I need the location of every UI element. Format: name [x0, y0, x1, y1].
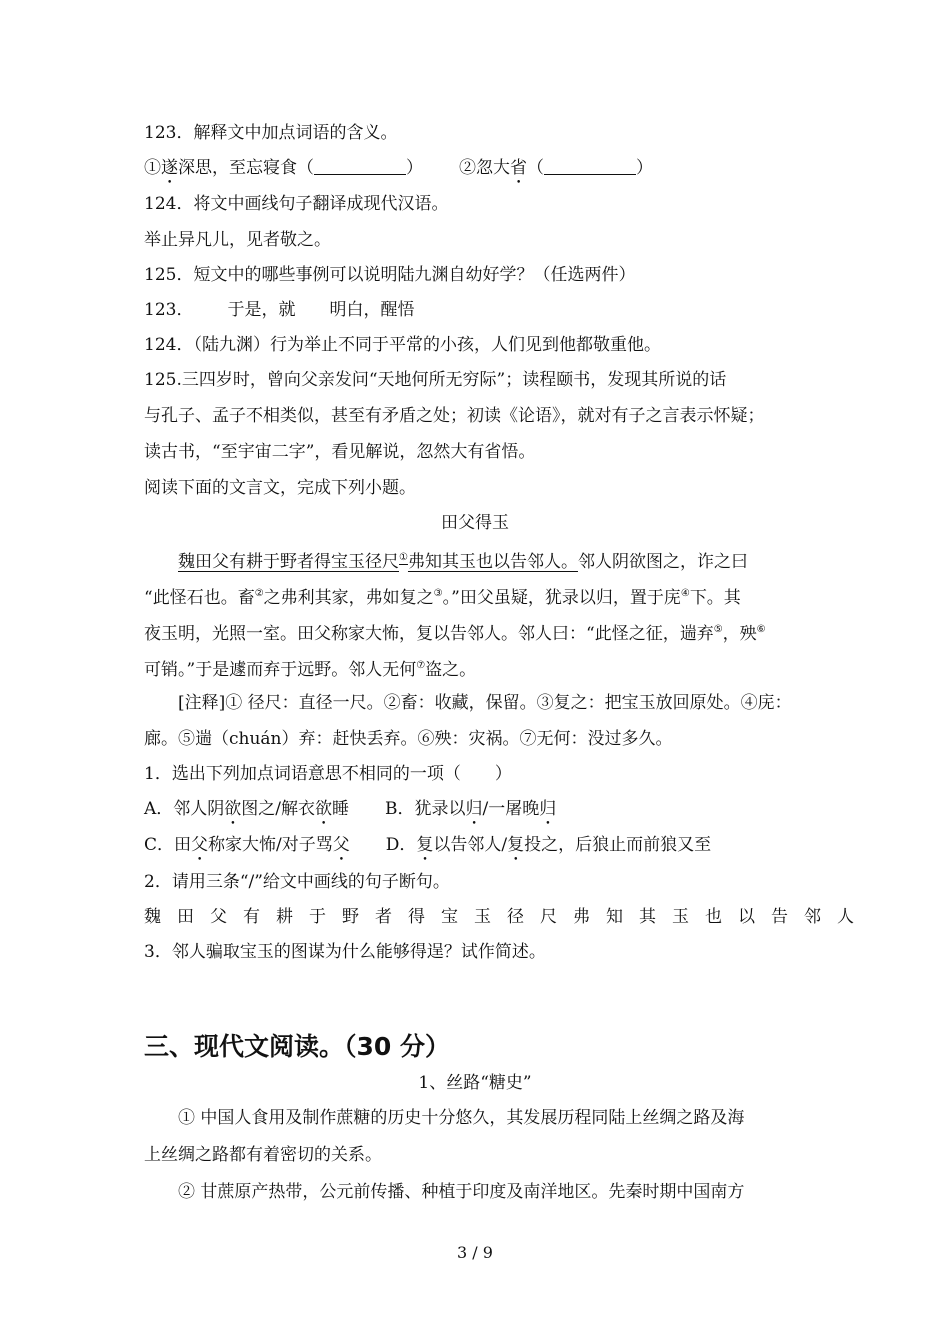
underlined-sentence-a: 魏田父有耕于野者得宝玉径尺 — [178, 552, 399, 572]
passage-text: 盗之。 — [425, 660, 477, 680]
question-1-options-cd — [144, 833, 711, 865]
page-number: 3 / 9 — [457, 1243, 493, 1262]
footnote-2: ② — [254, 588, 264, 599]
passage-line-1 — [178, 546, 748, 574]
footnote-7: ⑦ — [416, 660, 426, 671]
passage-text: 。”田父虽疑，犹录以归，置于庑 — [442, 588, 681, 608]
dotted-word: 父 — [332, 835, 350, 855]
option-text: A．邻人阴 — [144, 799, 225, 819]
underlined-sentence-b: 弗知其玉也以告邻人。 — [407, 552, 578, 572]
option-b[interactable] — [385, 799, 556, 819]
option-text: D． — [385, 835, 417, 855]
footnote-3: ③ — [433, 588, 443, 599]
footnote-5: ⑤ — [713, 624, 723, 635]
question-2: 2．请用三条“/”给文中画线的句子断句。 — [144, 872, 450, 892]
option-text: 称家大怖/对子骂 — [208, 835, 333, 855]
option-d[interactable] — [386, 835, 711, 855]
passage-line-4 — [144, 654, 476, 682]
answer-123-a: 于是，就 — [227, 300, 296, 320]
option-text: 投之，后狼止而前狼又至 — [524, 835, 712, 855]
option-text: /一屠晚 — [482, 799, 540, 819]
item-b-prefix: ②忽大 — [459, 158, 510, 178]
notes-line-1: [注释]① 径尺：直径一尺。②畜：收藏，保留。③复之：把宝玉放回原处。④庑： — [178, 693, 792, 713]
dotted-word: 复 — [416, 835, 434, 855]
answer-125-line-1: 125.三四岁时，曾向父亲发问“天地何所无穷际”；读程颐书，发现其所说的话 — [144, 370, 727, 390]
passage-line-2 — [144, 582, 741, 610]
question-3: 3．邻人骗取宝玉的图谋为什么能够得逞？试作简述。 — [144, 942, 546, 962]
passage-line-3 — [144, 618, 766, 646]
dotted-word: 欲 — [315, 799, 333, 819]
item-b-open: （ — [527, 158, 544, 178]
passage-text: 下。其 — [689, 588, 741, 608]
dotted-word: 父 — [191, 835, 209, 855]
question-125: 125．短文中的哪些事例可以说明陆九渊自幼好学？（任选两件） — [144, 265, 636, 285]
passage-text: 邻人阴欲图之，诈之曰 — [577, 552, 748, 572]
section-3-heading: 三、现代文阅读。（30 分） — [144, 1032, 450, 1061]
item-a-text: 深思，至忘寝食（ — [178, 158, 314, 178]
option-text: 以告邻人/ — [433, 835, 508, 855]
dotted-word: 归 — [465, 799, 483, 819]
item-a-close: ） — [406, 158, 423, 178]
answer-123 — [144, 298, 414, 322]
question-2-sentence: 魏田父有耕于野者得宝玉径尺弗知其玉也以告邻人 — [144, 907, 870, 927]
dotted-word: 欲 — [224, 799, 242, 819]
passage-text: 夜玉明，光照一室。田父称家大怖，复以告邻人。邻人曰：“此怪之征，遄弃 — [144, 624, 714, 644]
item-a-prefix: ① — [144, 158, 161, 178]
dotted-word: 归 — [539, 799, 557, 819]
article-title: 1、丝路“糖史” — [418, 1073, 532, 1093]
question-1-options-ab — [144, 797, 556, 829]
answer-125-line-3: 读古书，“至宇宙二字”，看见解说，忽然大有省悟。 — [144, 442, 536, 462]
article-p2-line-1: ② 甘蔗原产热带，公元前传播、种植于印度及南洋地区。先秦时期中国南方 — [178, 1182, 745, 1202]
article-p1-line-1: ① 中国人食用及制作蔗糖的历史十分悠久，其发展历程同陆上丝绸之路及海 — [178, 1108, 745, 1128]
option-c[interactable] — [144, 835, 350, 855]
passage-text: “此怪石也。畜 — [144, 588, 255, 608]
option-text: 图之/解衣 — [241, 799, 316, 819]
notes-line-2: 廊。⑤遄（chuán）弃：赶快丢弃。⑥殃：灾祸。⑦无何：没过多久。 — [144, 729, 673, 749]
article-p1-line-2: 上丝绸之路都有着密切的关系。 — [144, 1145, 382, 1165]
question-124: 124．将文中画线句子翻译成现代汉语。 — [144, 194, 449, 214]
item-b-close: ） — [636, 158, 653, 178]
dotted-word-sui: 遂 — [161, 158, 178, 178]
answer-blank-b[interactable] — [544, 156, 636, 175]
answer-124: 124．（陆九渊）行为举止不同于平常的小孩，人们见到他都敬重他。 — [144, 335, 661, 355]
question-123: 123．解释文中加点词语的含义。 — [144, 123, 398, 143]
passage-text: 可销。”于是遽而弃于远野。邻人无何 — [144, 660, 417, 680]
option-a[interactable] — [144, 799, 349, 819]
question-123-items — [144, 156, 653, 188]
answer-123-b: 明白，醒悟 — [329, 300, 415, 320]
answer-blank-a[interactable] — [314, 156, 406, 175]
option-text: C．田 — [144, 835, 192, 855]
option-text: B．犹录以 — [385, 799, 466, 819]
question-124-sentence: 举止异凡儿，见者敬之。 — [144, 230, 331, 250]
option-text: 睡 — [332, 799, 350, 819]
passage-text: ，殃 — [722, 624, 757, 644]
answer-125-line-2: 与孔子、孟子不相类似，甚至有矛盾之处；初读《论语》，就对有子之言表示怀疑； — [144, 406, 765, 426]
question-1: 1．选出下列加点词语意思不相同的一项（ ） — [144, 764, 512, 784]
passage-title: 田父得玉 — [441, 513, 509, 533]
dotted-word: 复 — [507, 835, 525, 855]
dotted-word-xing: 省 — [510, 158, 527, 178]
answer-123-num: 123． — [144, 300, 194, 320]
footnote-4: ④ — [680, 588, 690, 599]
footnote-1: ① — [399, 552, 408, 563]
reading-instruction: 阅读下面的文言文，完成下列小题。 — [144, 478, 416, 498]
passage-text: 之弗利其家，弗如复之 — [263, 588, 434, 608]
footnote-6: ⑥ — [756, 624, 766, 635]
